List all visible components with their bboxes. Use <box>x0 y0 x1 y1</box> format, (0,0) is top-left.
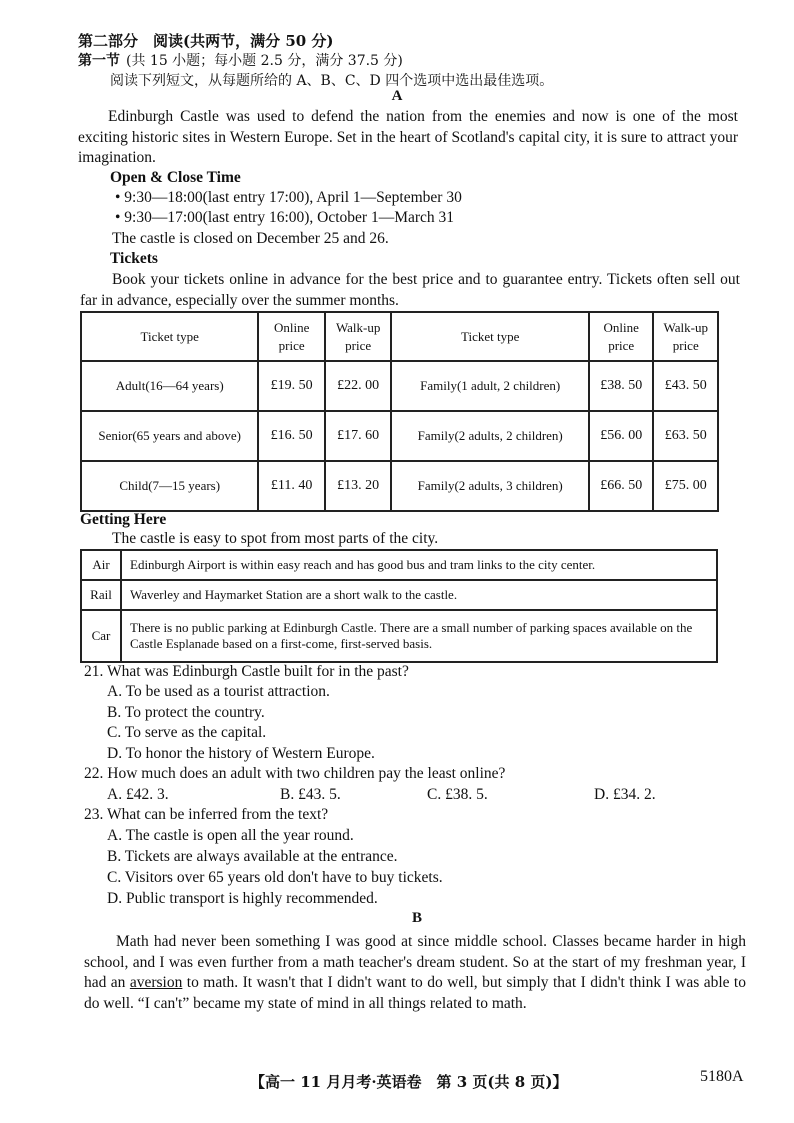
open-close-heading: Open & Close Time <box>110 169 241 186</box>
question-21-option-b[interactable]: B. To protect the country. <box>107 704 265 721</box>
header-online-price-family: Online price <box>589 312 654 361</box>
online-price-cell: £11. 40 <box>258 461 325 511</box>
ticket-type-cell: Adult(16—64 years) <box>81 361 258 411</box>
question-23-stem: 23. What can be inferred from the text? <box>84 806 329 823</box>
family-online-price-cell: £66. 50 <box>589 461 654 511</box>
table-row <box>81 361 718 411</box>
online-price-cell: £16. 50 <box>258 411 325 461</box>
question-23-option-a[interactable]: A. The castle is open all the year round. <box>107 827 354 844</box>
header-online-price: Online price <box>258 312 325 361</box>
header-ticket-type-family: Ticket type <box>391 312 589 361</box>
section-desc: (共 15 小题；每小题 2.5 分，满分 37.5 分) <box>126 53 403 69</box>
question-21-option-c[interactable]: C. To serve as the capital. <box>107 724 267 741</box>
ticket-type-cell: Child(7—15 years) <box>81 461 258 511</box>
family-type-cell: Family(2 adults, 2 children) <box>391 411 589 461</box>
family-type-cell: Family(2 adults, 3 children) <box>391 461 589 511</box>
exam-code: 5180A <box>700 1068 744 1085</box>
getting-here-heading: Getting Here <box>80 511 167 528</box>
table-row <box>81 461 718 511</box>
question-23-option-d[interactable]: D. Public transport is highly recommended. <box>107 890 378 907</box>
table-row <box>81 580 717 610</box>
passage-b-text-before: Math had never been something I was good at since middle school. Classes became harder in high school, and I was even further from a math teacher's dream student. So at the start of my freshman year, I had an <box>84 933 746 991</box>
tickets-heading: Tickets <box>110 250 158 267</box>
header-ticket-type: Ticket type <box>81 312 258 361</box>
family-online-price-cell: £38. 50 <box>589 361 654 411</box>
question-22-option-b[interactable]: B. £43. 5. <box>280 786 341 803</box>
family-type-cell: Family(1 adult, 2 children) <box>391 361 589 411</box>
family-walkup-price-cell: £75. 00 <box>653 461 718 511</box>
page-footer: 【高一 11 月月考·英语卷 第 3 页(共 8 页)】 <box>250 1073 568 1091</box>
question-21-stem: 21. What was Edinburgh Castle built for in the past? <box>84 663 409 680</box>
question-23-option-c[interactable]: C. Visitors over 65 years old don't have to buy tickets. <box>107 869 443 886</box>
table-row <box>81 610 717 662</box>
open-time-summer: • 9:30—18:00(last entry 17:00), April 1—September 30 <box>115 189 462 206</box>
closed-dates: The castle is closed on December 25 and 26. <box>112 230 389 247</box>
question-22-option-a[interactable]: A. £42. 3. <box>107 786 169 803</box>
transport-desc-cell: Edinburgh Airport is within easy reach and has good bus and tram links to the city center. <box>121 550 717 580</box>
transport-mode-cell: Car <box>81 610 121 662</box>
question-22-option-c[interactable]: C. £38. 5. <box>427 786 488 803</box>
walkup-price-cell: £17. 60 <box>325 411 392 461</box>
open-time-winter: • 9:30—17:00(last entry 16:00), October 1—March 31 <box>115 209 455 226</box>
table-row <box>81 550 717 580</box>
underlined-word: aversion <box>129 974 183 991</box>
family-walkup-price-cell: £43. 50 <box>653 361 718 411</box>
passage-a-intro: Edinburgh Castle was used to defend the nation from the enemies and now is one of the most exciting historic sites in Western Europe. Set in the heart of Scotland's capital city, it is sure to attract your imagination. <box>78 108 738 166</box>
instruction: 阅读下列短文，从每题所给的 A、B、C、D 四个选项中选出最佳选项。 <box>110 73 554 89</box>
tickets-text: Book your tickets online in advance for the best price and to guarantee entry. Tickets often sell out far in advance, especially over the summer months. <box>80 271 740 309</box>
section-label: 第一节 <box>78 53 120 69</box>
passage-a-letter: A <box>391 88 403 104</box>
part-title: 第二部分 阅读(共两节，满分 50 分) <box>78 32 334 50</box>
online-price-cell: £19. 50 <box>258 361 325 411</box>
question-22-stem: 22. How much does an adult with two children pay the least online? <box>84 765 506 782</box>
family-online-price-cell: £56. 00 <box>589 411 654 461</box>
transport-mode-cell: Rail <box>81 580 121 610</box>
table-row <box>81 411 718 461</box>
ticket-type-cell: Senior(65 years and above) <box>81 411 258 461</box>
question-21-option-a[interactable]: A. To be used as a tourist attraction. <box>107 683 330 700</box>
header-walkup-price-family: Walk-up price <box>653 312 718 361</box>
transport-mode-cell: Air <box>81 550 121 580</box>
question-23-option-b[interactable]: B. Tickets are always available at the entrance. <box>107 848 398 865</box>
passage-b-letter: B <box>411 910 422 926</box>
transport-desc-cell: Waverley and Haymarket Station are a short walk to the castle. <box>121 580 717 610</box>
header-walkup-price: Walk-up price <box>325 312 392 361</box>
section-header <box>78 50 403 70</box>
passage-b-text <box>84 932 746 1014</box>
walkup-price-cell: £13. 20 <box>325 461 392 511</box>
passage-b-text-after: to math. It wasn't that I didn't want to do well, but simply that I didn't think I was able to do well. “I can't” became my state of mind in all things related to math. <box>84 974 746 1012</box>
walkup-price-cell: £22. 00 <box>325 361 392 411</box>
family-walkup-price-cell: £63. 50 <box>653 411 718 461</box>
table-header-row <box>81 312 718 361</box>
question-22-option-d[interactable]: D. £34. 2. <box>594 786 656 803</box>
getting-here-text: The castle is easy to spot from most parts of the city. <box>112 530 439 547</box>
question-21-option-d[interactable]: D. To honor the history of Western Europe. <box>107 745 375 762</box>
transport-desc-cell: There is no public parking at Edinburgh Castle. There are a small number of parking spaces available on the Castle Esplanade based on a first-come, first-served basis. <box>121 610 717 662</box>
ticket-price-table <box>80 311 719 512</box>
transport-table <box>80 549 718 663</box>
